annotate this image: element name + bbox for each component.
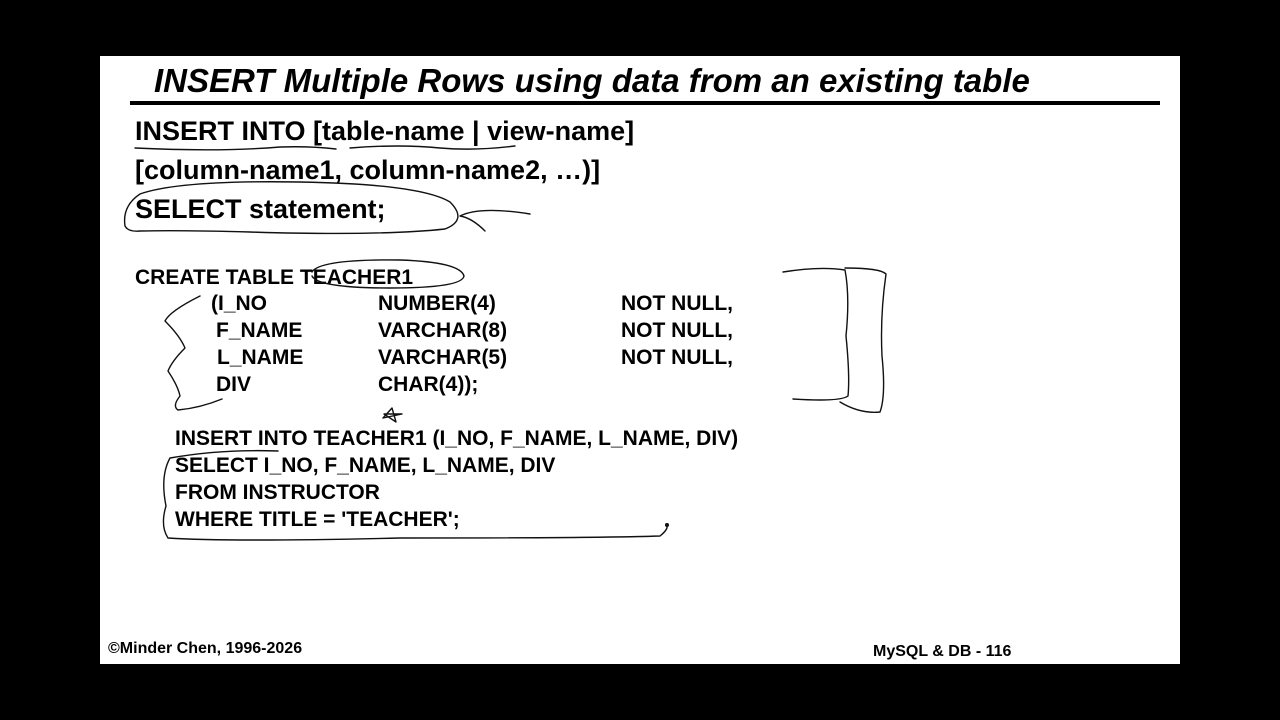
ink-arrow-select-statement [460,210,530,231]
create-table-header: CREATE TABLE TEACHER1 [135,266,414,289]
syntax-line-3: SELECT statement; [135,194,386,224]
insert-select-line-1: INSERT INTO TEACHER1 (I_NO, F_NAME, L_NAME, DIV) [175,427,739,450]
column-constraint: NOT NULL, [621,319,733,342]
column-constraint: NOT NULL, [621,346,733,369]
ink-right-bracket [783,268,886,412]
column-name: DIV [216,373,252,396]
column-type: VARCHAR(5) [378,346,508,369]
column-constraint: NOT NULL, [621,292,733,315]
ink-underline-insert-into [135,147,336,150]
page-number-footer: MySQL & DB - 116 [873,643,1012,660]
column-type: NUMBER(4) [378,292,496,315]
ink-star [383,408,402,422]
column-name: (I_NO [211,292,268,315]
title-underline [130,101,1160,105]
ink-underline-table-name [350,146,515,149]
slide [100,56,1180,664]
insert-select-line-3: FROM INSTRUCTOR [175,481,380,504]
ink-dot [665,523,669,527]
syntax-line-1: INSERT INTO [table-name | view-name] [135,116,635,146]
syntax-line-2: [column-name1, column-name2, …)] [135,155,601,185]
column-name: F_NAME [216,319,303,342]
column-type: VARCHAR(8) [378,319,508,342]
slide-title: INSERT Multiple Rows using data from an existing table [154,62,1030,99]
insert-select-line-2: SELECT I_NO, F_NAME, L_NAME, DIV [175,454,556,477]
column-name: L_NAME [217,346,304,369]
copyright-footer: ©Minder Chen, 1996-2026 [108,640,303,657]
insert-select-line-4: WHERE TITLE = 'TEACHER'; [175,508,460,531]
column-type: CHAR(4)); [378,373,479,396]
